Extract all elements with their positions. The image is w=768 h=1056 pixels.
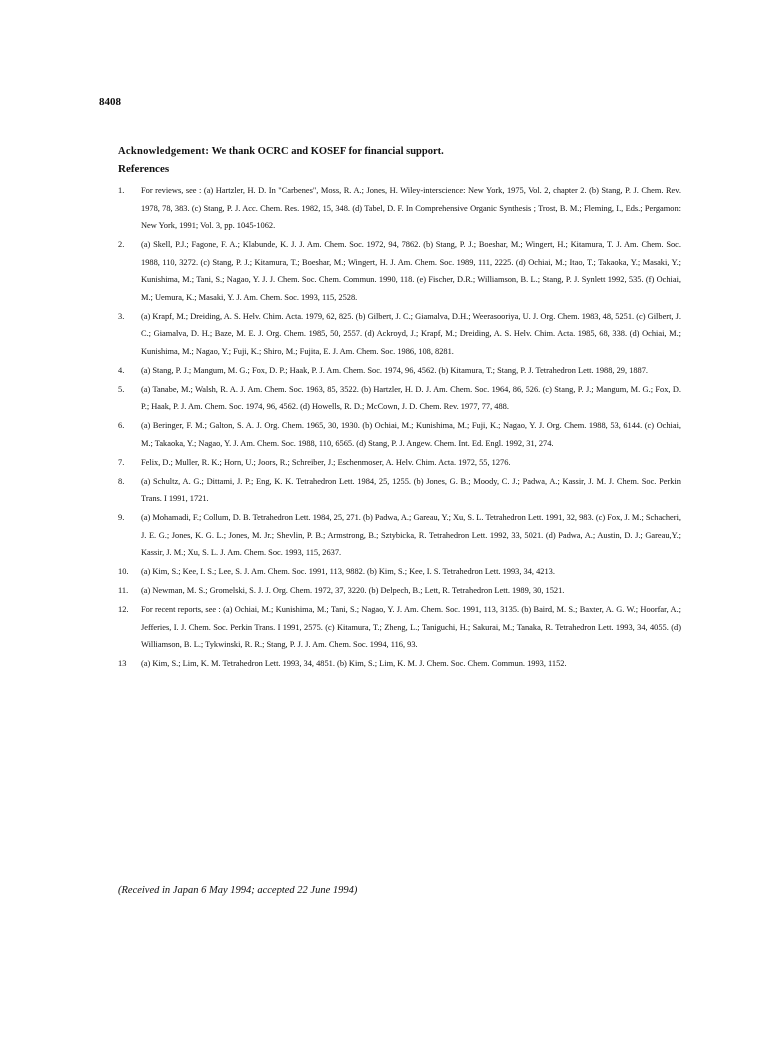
- reference-text: (a) Kim, S.; Lim, K. M. Tetrahedron Lett. 1993, 34, 4851. (b) Kim, S.; Lim, K. M. J. Chem. Soc. Chem. Commun. 1993, 1152.: [141, 659, 567, 668]
- acknowledgement: [118, 146, 678, 157]
- reference-item: [118, 582, 681, 600]
- reference-text: (a) Schultz, A. G.; Dittami, J. P.; Eng, K. K. Tetrahedron Lett. 1984, 25, 1255. (b) Jones, G. B.; Moody, C. J.; Padwa, A.; Kassir, J. M. J. Chem. Soc. Perkin Trans. I 1991, 1721.: [141, 476, 681, 503]
- reference-number: 6.: [118, 421, 125, 430]
- reference-number: 4.: [118, 365, 125, 375]
- reference-number: 1.: [118, 186, 125, 195]
- reference-number: 9.: [118, 513, 125, 522]
- reference-number: 8.: [118, 476, 125, 486]
- acknowledgement-text: We thank OCRC and KOSEF for financial support.: [211, 146, 444, 157]
- reference-item: [118, 601, 681, 654]
- reference-number: 3.: [118, 311, 125, 321]
- reference-text: (a) Tanabe, M.; Walsh, R. A. J. Am. Chem. Soc. 1963, 85, 3522. (b) Hartzler, H. D. J. Am. Chem. Soc. 1964, 86, 526. (c) Stang, P. J.; Mangum, M. G.; Fox, D. P.; Haak, P. J. Am. Chem. Soc. 1974, 96, 4562. (d) Howells, R. D.; McCown, J. D. Chem. Rev. 1977, 77, 488.: [141, 384, 681, 411]
- reference-item: [118, 381, 681, 416]
- reference-number: 12.: [118, 605, 129, 614]
- page-number: 8408: [99, 96, 121, 108]
- reference-number: 11.: [118, 586, 129, 595]
- reference-item: [118, 563, 681, 581]
- received-note: (Received in Japan 6 May 1994; accepted 22 June 1994): [118, 885, 358, 896]
- reference-text: (a) Beringer, F. M.; Galton, S. A. J. Org. Chem. 1965, 30, 1930. (b) Ochiai, M.; Kunishima, M.; Fuji, K.; Nagao, Y. J. Org. Chem. 1988, 53, 6144. (c) Ochiai, M.; Takaoka, Y.; Nagao, Y. J. Am. Chem. Soc. 1988, 110, 6565. (d) Stang, P. J. Angew. Chem. Int. Ed. Engl. 1992, 31, 274.: [141, 421, 681, 448]
- reference-item: [118, 509, 681, 562]
- reference-text: (a) Mohamadi, F.; Collum, D. B. Tetrahedron Lett. 1984, 25, 271. (b) Padwa, A.; Gareau, Y.; Xu, S. L. Tetrahedron Lett. 1991, 32, 983. (c) Fox, J. M.; Schacheri, J. E. G.; Jones, K. G. L.; Jones, M. Jr.; Shevlin, P. B.; Armstrong, B.; Sztybicka, R. Tetrahedron Lett. 1992, 33, 5021. (d) Padwa, A.; Austin, D. J.; Gareau,Y.; Kassir, J. M.; Xu, S. L. J. Am. Chem. Soc. 1993, 115, 2637.: [141, 513, 681, 557]
- reference-text: (a) Newman, M. S.; Gromelski, S. J. J. Org. Chem. 1972, 37, 3220. (b) Delpech, B.; Lett, R. Tetrahedron Lett. 1989, 30, 1521.: [141, 586, 565, 595]
- reference-item: [118, 308, 681, 361]
- references-list: [118, 182, 681, 674]
- reference-text: Felix, D.; Muller, R. K.; Horn, U.; Joors, R.; Schreiber, J.; Eschenmoser, A. Helv. Chim. Acta. 1972, 55, 1276.: [141, 457, 511, 467]
- reference-number: 2.: [118, 240, 125, 249]
- reference-number: 13: [118, 659, 127, 668]
- reference-item: [118, 655, 681, 673]
- reference-text: (a) Krapf, M.; Dreiding, A. S. Helv. Chim. Acta. 1979, 62, 825. (b) Gilbert, J. C.; Giamalva, D.H.; Weerasooriya, U. J. Org. Chem. 1983, 48, 5251. (c) Gilbert, J. C.; Giamalva, D. H.; Baze, M. E. J. Org. Chem. 1985, 50, 2557. (d) Ackroyd, J.; Krapf, M.; Dreiding, A. S. Helv. Chim. Acta. 1985, 68, 338. (d) Ochiai, M.; Kunishima, M.; Nagao, Y.; Fuji, K.; Shiro, M.; Fujita, E. J. Am. Chem. Soc. 1986, 108, 8281.: [141, 311, 681, 356]
- acknowledgement-label: Acknowledgement:: [118, 146, 210, 157]
- reference-number: 5.: [118, 384, 125, 394]
- reference-number: 10.: [118, 567, 129, 576]
- reference-text: (a) Kim, S.; Kee, I. S.; Lee, S. J. Am. Chem. Soc. 1991, 113, 9882. (b) Kim, S.; Kee, I. S. Tetrahedron Lett. 1993, 34, 4213.: [141, 567, 555, 576]
- reference-item: [118, 473, 681, 508]
- reference-item: [118, 362, 681, 380]
- reference-text: For recent reports, see : (a) Ochiai, M.; Kunishima, M.; Tani, S.; Nagao, Y. J. Am. Chem. Soc. 1991, 113, 3135. (b) Baird, M. S.; Baxter, A. G. W.; Hoorfar, A.; Jefferies, I. J. Chem. Soc. Perkin Trans. I 1991, 2575. (c) Kitamura, T.; Zheng, L.; Taniguchi, H.; Sakurai, M.; Tanaka, R. Tetrahedron Lett. 1993, 34, 4055. (d) Williamson, B. L.; Tykwinski, R. R.; Stang, P. J. J. Am. Chem. Soc. 1994, 116, 93.: [141, 605, 681, 649]
- reference-item: [118, 454, 681, 472]
- reference-text: (a) Stang, P. J.; Mangum, M. G.; Fox, D. P.; Haak, P. J. Am. Chem. Soc. 1974, 96, 4562. (b) Kitamura, T.; Stang, P. J. Tetrahedron Lett. 1988, 29, 1887.: [141, 365, 649, 375]
- reference-item: [118, 417, 681, 452]
- references-heading: References: [118, 163, 170, 175]
- reference-item: [118, 236, 681, 306]
- reference-text: For reviews, see : (a) Hartzler, H. D. In "Carbenes", Moss, R. A.; Jones, H. Wiley-interscience: New York, 1975, Vol. 2, chapter 2. (b) Stang, P. J. Chem. Rev. 1978, 78, 383. (c) Stang, P. J. Acc. Chem. Res. 1982, 15, 348. (d) Tabel, D. F. In Comprehensive Organic Synthesis ; Trost, B. M.; Fleming, I., Eds.; Pergamon: New York, 1991; Vol. 3, pp. 1045-1062.: [141, 186, 681, 230]
- reference-number: 7.: [118, 457, 125, 467]
- reference-text: (a) Skell, P.J.; Fagone, F. A.; Klabunde, K. J. J. Am. Chem. Soc. 1972, 94, 7862. (b) Stang, P. J.; Boeshar, M.; Wingert, H.; Kitamura, T. J. Am. Chem. Soc. 1988, 110, 3272. (c) Stang, P. J.; Kitamura, T.; Boeshar, M.; Wingert, H. J. Am. Chem. Soc. 1989, 111, 2225. (d) Ochiai, M.; Itao, T.; Takaoka, Y.; Masaki, Y.; Kunishima, M.; Tani, S.; Nagao, Y. J. J. Chem. Soc. Chem. Commun. 1990, 118. (e) Fischer, D.R.; Williamson, B. L.; Stang, P. J. Synlett 1992, 535. (f) Ochiai, M.; Uemura, K.; Masaki, Y. J. Am. Chem. Soc. 1993, 115, 2528.: [141, 240, 681, 302]
- reference-item: [118, 182, 681, 235]
